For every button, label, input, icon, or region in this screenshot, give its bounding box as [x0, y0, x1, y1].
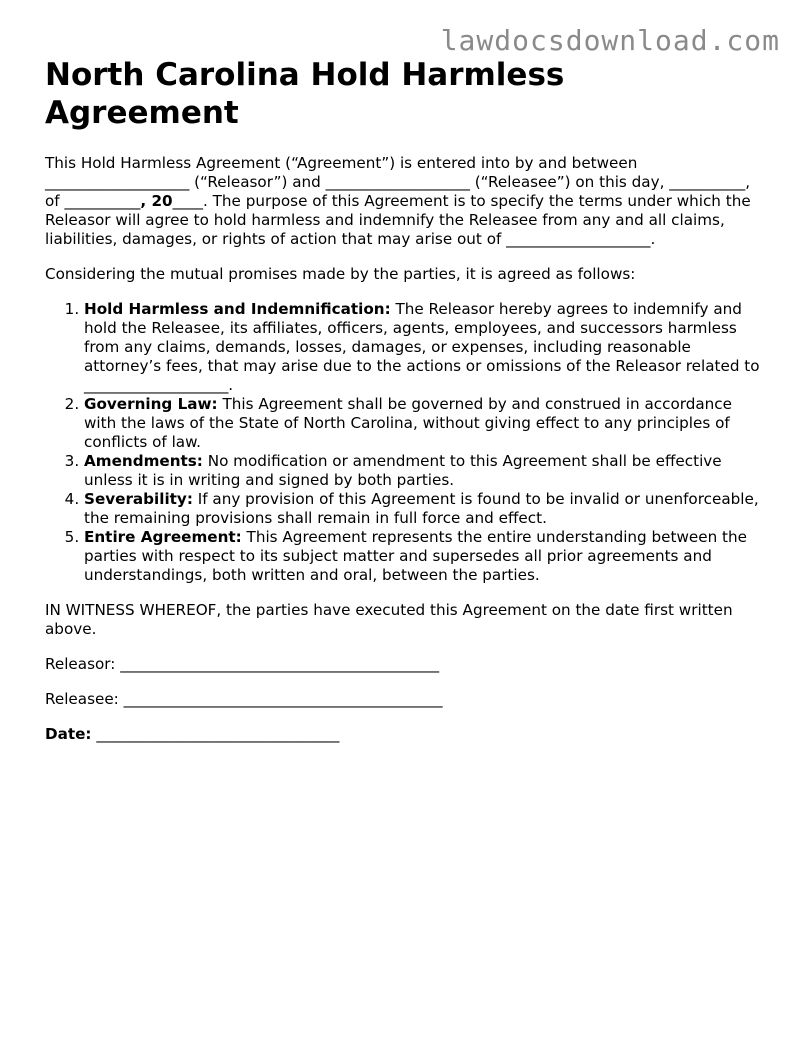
clause-item: [84, 300, 765, 395]
clause-heading: Hold Harmless and Indemnification:: [84, 300, 391, 318]
witness-paragraph: IN WITNESS WHEREOF, the parties have executed this Agreement on the date first written above.: [45, 601, 733, 638]
clause-text: If any provision of this Agreement is found to be invalid or unenforceable, the remaining provisions shall remain in full force and effect.: [84, 490, 759, 527]
clause-text: This Agreement shall be governed by and construed in accordance with the laws of the State of North Carolina, without giving effect to any principles of conflicts of law.: [84, 395, 732, 451]
releasor-signature-line: Releasor: __________________________________________: [45, 655, 440, 673]
date-label: Date:: [45, 725, 92, 743]
intro-paragraph: [45, 154, 765, 249]
intro-text-d: ____. The purpose of this Agreement is to specify the terms under which the Releasor will agree to hold harmless and indemnify the Releasee from any and all claims, liabilities, damages, or rights of action that may arise out of ___________________.: [45, 192, 751, 248]
clause-item: [84, 395, 765, 452]
document-title: North Carolina Hold Harmless Agreement: [45, 57, 565, 131]
clause-heading: Amendments:: [84, 452, 203, 470]
intro-text-b: ___________________ (“Releasor”) and ___________________ (“Releasee”) on this day,: [45, 173, 665, 191]
considering-paragraph: Considering the mutual promises made by the parties, it is agreed as follows:: [45, 265, 636, 283]
clause-text: This Agreement represents the entire understanding between the parties with respect to its subject matter and supersedes all prior agreements and understandings, both written and oral, between the parties.: [84, 528, 747, 584]
watermark: lawdocsdownload.com: [440, 24, 780, 57]
document-page: [45, 56, 765, 760]
releasee-signature-line: Releasee: __________________________________________: [45, 690, 443, 708]
clause-item: [84, 452, 765, 490]
clause-text: The Releasor hereby agrees to indemnify and hold the Releasee, its affiliates, officers, agents, employees, and successors harmless from any claims, demands, losses, damages, or expenses, including reasonable attorney’s fees, that may arise due to the actions or omissions of the Releasor related to ___________________.: [84, 300, 760, 394]
date-signature-line: [45, 725, 765, 744]
clause-item: [84, 528, 765, 585]
clause-heading: Severability:: [84, 490, 193, 508]
clauses-list: [45, 300, 765, 585]
date-line: ________________________________: [91, 725, 340, 743]
intro-text-c: __________, of __________: [45, 173, 751, 210]
intro-text-a: This Hold Harmless Agreement (“Agreement”) is entered into by and between: [45, 154, 638, 172]
clause-text: No modification or amendment to this Agreement shall be effective unless it is in writing and signed by both parties.: [84, 452, 722, 489]
clause-heading: Entire Agreement:: [84, 528, 242, 546]
clause-heading: Governing Law:: [84, 395, 218, 413]
intro-year-prefix: , 20: [140, 192, 173, 210]
clause-item: [84, 490, 765, 528]
